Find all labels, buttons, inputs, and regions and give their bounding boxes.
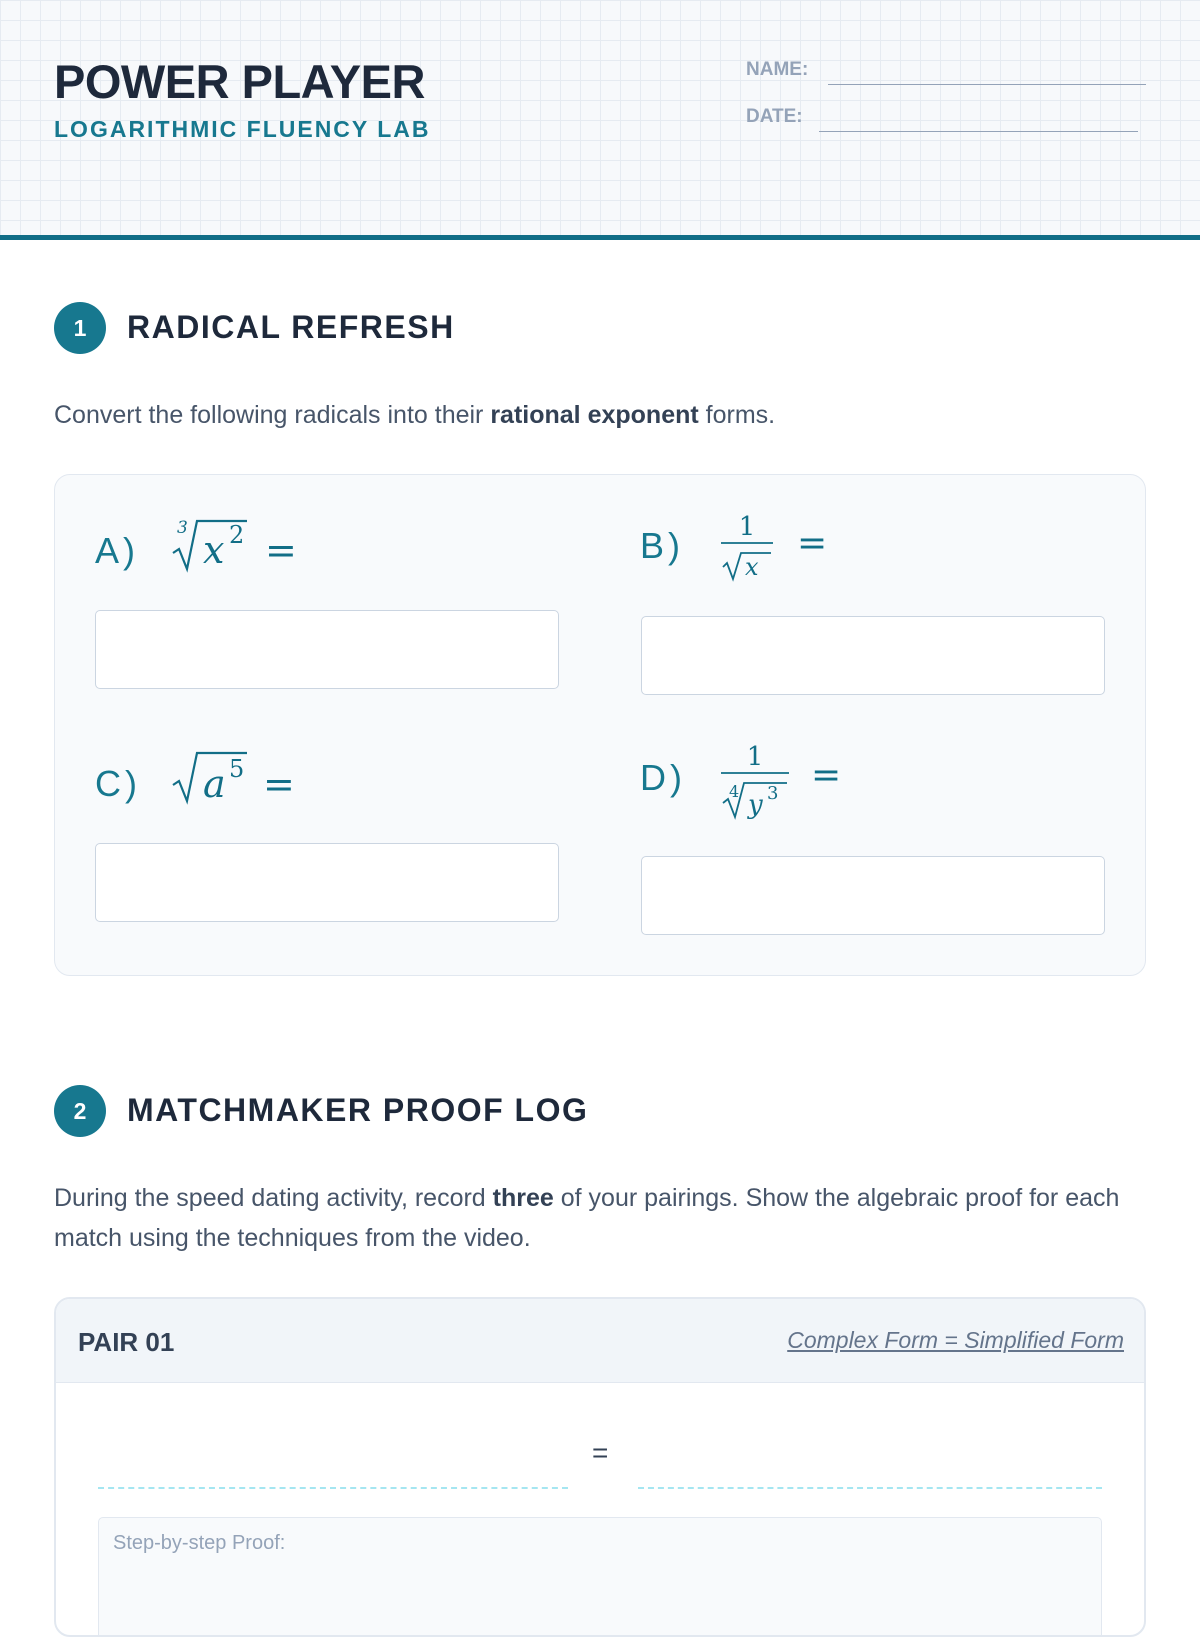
svg-text:4: 4	[729, 782, 740, 801]
svg-text:y: y	[748, 790, 763, 820]
proof-label: Step-by-step Proof:	[113, 1532, 286, 1554]
answer-box-c[interactable]	[95, 843, 559, 922]
pair-01-card	[54, 1297, 1146, 1637]
section-2-title: MATCHMAKER PROOF LOG	[127, 1092, 589, 1128]
section-2-number-badge: 2	[54, 1085, 106, 1137]
problem-c-label: C)	[95, 763, 141, 804]
svg-text:3: 3	[767, 783, 779, 804]
pair-01-title: PAIR 01	[78, 1327, 175, 1357]
worksheet-title: POWER PLAYER	[54, 55, 425, 108]
problem-a-label: A)	[95, 530, 139, 571]
name-field[interactable]	[828, 84, 1146, 85]
complex-form-line[interactable]	[98, 1487, 568, 1489]
svg-text:5: 5	[229, 755, 245, 783]
svg-text:=: =	[263, 762, 295, 806]
pair-equals-sign: =	[592, 1437, 609, 1468]
section-1-title: RADICAL REFRESH	[127, 309, 455, 345]
problem-b-label: B)	[640, 525, 684, 566]
name-label: NAME:	[746, 59, 809, 80]
section-1-instruction: Convert the following radicals into their rational exponent forms.	[54, 401, 776, 429]
problem-c-expression	[167, 745, 317, 811]
svg-text:1: 1	[738, 512, 756, 542]
svg-text:=: =	[811, 755, 842, 796]
svg-text:3: 3	[177, 518, 188, 538]
date-field[interactable]	[819, 131, 1138, 132]
problem-d-label: D)	[640, 757, 686, 798]
problem-d-expression	[715, 737, 875, 827]
answer-box-d[interactable]	[641, 856, 1105, 935]
svg-text:a: a	[203, 762, 226, 806]
date-label: DATE:	[746, 106, 803, 127]
problem-a-expression	[167, 513, 317, 579]
proof-area[interactable]	[98, 1517, 1102, 1637]
problem-b-expression	[715, 507, 875, 587]
svg-text:x: x	[203, 528, 225, 572]
pair-format-legend: Complex Form = Simplified Form	[787, 1327, 1124, 1353]
radical-problems-panel	[54, 474, 1146, 976]
simplified-form-line[interactable]	[638, 1487, 1102, 1489]
svg-text:2: 2	[229, 521, 245, 549]
svg-text:=: =	[797, 523, 828, 564]
answer-box-a[interactable]	[95, 610, 559, 689]
worksheet-subtitle: LOGARITHMIC FLUENCY LAB	[54, 116, 431, 142]
pair-01-header	[56, 1299, 1144, 1383]
svg-text:1: 1	[746, 742, 764, 772]
svg-text:x: x	[745, 553, 759, 581]
answer-box-b[interactable]	[641, 616, 1105, 695]
svg-text:=: =	[265, 528, 297, 572]
worksheet-header	[0, 0, 1200, 240]
section-1-number-badge: 1	[54, 302, 106, 354]
section-2-instruction: During the speed dating activity, record three of your pairings. Show the algebraic proof for each match using the techniques from the video.	[54, 1184, 1120, 1252]
